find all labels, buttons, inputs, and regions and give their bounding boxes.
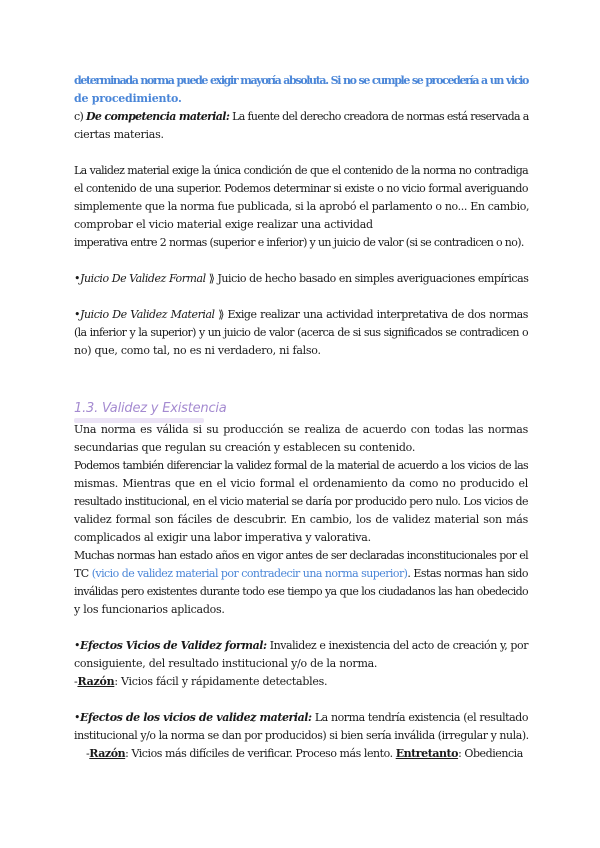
- text-line: secundarias que regulan su creación y establecen su contenido.: [74, 441, 416, 454]
- text-line: complicados al exigir una labor imperativa y valorativa.: [74, 531, 371, 544]
- efectos-material-line: •Efectos de los vicios de validez material: La norma tendría existencia (el resultado: [74, 711, 528, 724]
- text-line: consiguiente, del resultado institucional y/o de la norma.: [74, 657, 378, 670]
- text-line: Una norma es válida si su producción se realiza de acuerdo con todas las normas: [74, 423, 528, 436]
- juicio-material-line: •Juicio De Validez Material ⟫ Exige realizar una actividad interpretativa de dos normas: [74, 308, 528, 321]
- efectos-formal-term: Efectos Vicios de Validez formal:: [80, 639, 267, 652]
- competencia-term: De competencia material:: [86, 110, 230, 123]
- efectos-material-term: Efectos de los vicios de validez material:: [80, 711, 312, 724]
- juicio-formal-line: •Juicio De Validez Formal ⟫ Juicio de hecho basado en simples averiguaciones empíricas: [74, 272, 529, 285]
- text-line: validez formal son fáciles de descubrir. En cambio, los de validez material son más: [74, 513, 528, 526]
- section-heading: 1.3. Validez y Existencia: [74, 401, 227, 416]
- text-line: (la inferior y la superior) y un juicio de valor (acerca de si sus significados se contradicen o: [74, 326, 528, 339]
- text-line: comprobar el vicio material exige realizar una actividad: [74, 218, 373, 231]
- text-line: Muchas normas han estado años en vigor antes de ser declaradas inconstitucionales por el: [74, 549, 528, 562]
- razon-line: -Razón: Vicios fácil y rápidamente detectables.: [74, 675, 328, 688]
- text-line: y los funcionarios aplicados.: [74, 603, 225, 616]
- text-line: simplemente que la norma fue publicada, si la aprobó el parlamento o no... En cambio,: [74, 200, 530, 213]
- razon-line: -Razón: Vicios más difíciles de verificar. Proceso más lento. Entretanto: Obediencia: [86, 747, 523, 760]
- juicio-material-term: Juicio De Validez Material: [80, 308, 215, 321]
- text-line: La validez material exige la única condición de que el contenido de la norma no contradiga: [74, 164, 528, 177]
- text-line: ciertas materias.: [74, 128, 164, 141]
- efectos-formal-line: •Efectos Vicios de Validez formal: Invalidez e inexistencia del acto de creación y, por: [74, 639, 529, 652]
- text-line: mismas. Mientras que en el vicio formal el ordenamiento da como no producido el: [74, 477, 528, 490]
- highlight-text: (vicio de validez material por contradecir una norma superior): [91, 567, 408, 580]
- entretanto-label: Entretanto: [395, 747, 459, 760]
- text-line: inválidas pero existentes durante todo ese tiempo ya que los ciudadanos las han obedecido: [74, 585, 528, 598]
- tc-line: TC (vicio de validez material por contradecir una norma superior). Estas normas han sido: [74, 567, 528, 580]
- juicio-formal-term: Juicio De Validez Formal: [80, 272, 206, 285]
- text-line: imperativa entre 2 normas (superior e inferior) y un juicio de valor (si se contradicen o no).: [74, 236, 524, 249]
- text-line: resultado institucional, en el vicio material se daría por producido pero nulo. Los vicios de: [74, 495, 528, 508]
- text-line: no) que, como tal, no es ni verdadero, ni falso.: [74, 344, 321, 357]
- competencia-line: c) De competencia material: La fuente del derecho creadora de normas está reservada a: [74, 110, 529, 123]
- text-line: el contenido de una superior. Podemos determinar si existe o no vicio formal averiguando: [74, 182, 528, 195]
- razon-label: Razón: [77, 675, 115, 688]
- text-line: institucional y/o la norma se dan por producidos) si bien sería inválida (irregular y nula).: [74, 729, 529, 742]
- text-line: determinada norma puede exigir mayoría absoluta. Si no se cumple se procedería a un vicio: [74, 74, 528, 87]
- text-line: Podemos también diferenciar la validez formal de la material de acuerdo a los vicios de las: [74, 459, 528, 472]
- text-line: de procedimiento.: [74, 92, 182, 105]
- razon-label: Razón: [89, 747, 126, 760]
